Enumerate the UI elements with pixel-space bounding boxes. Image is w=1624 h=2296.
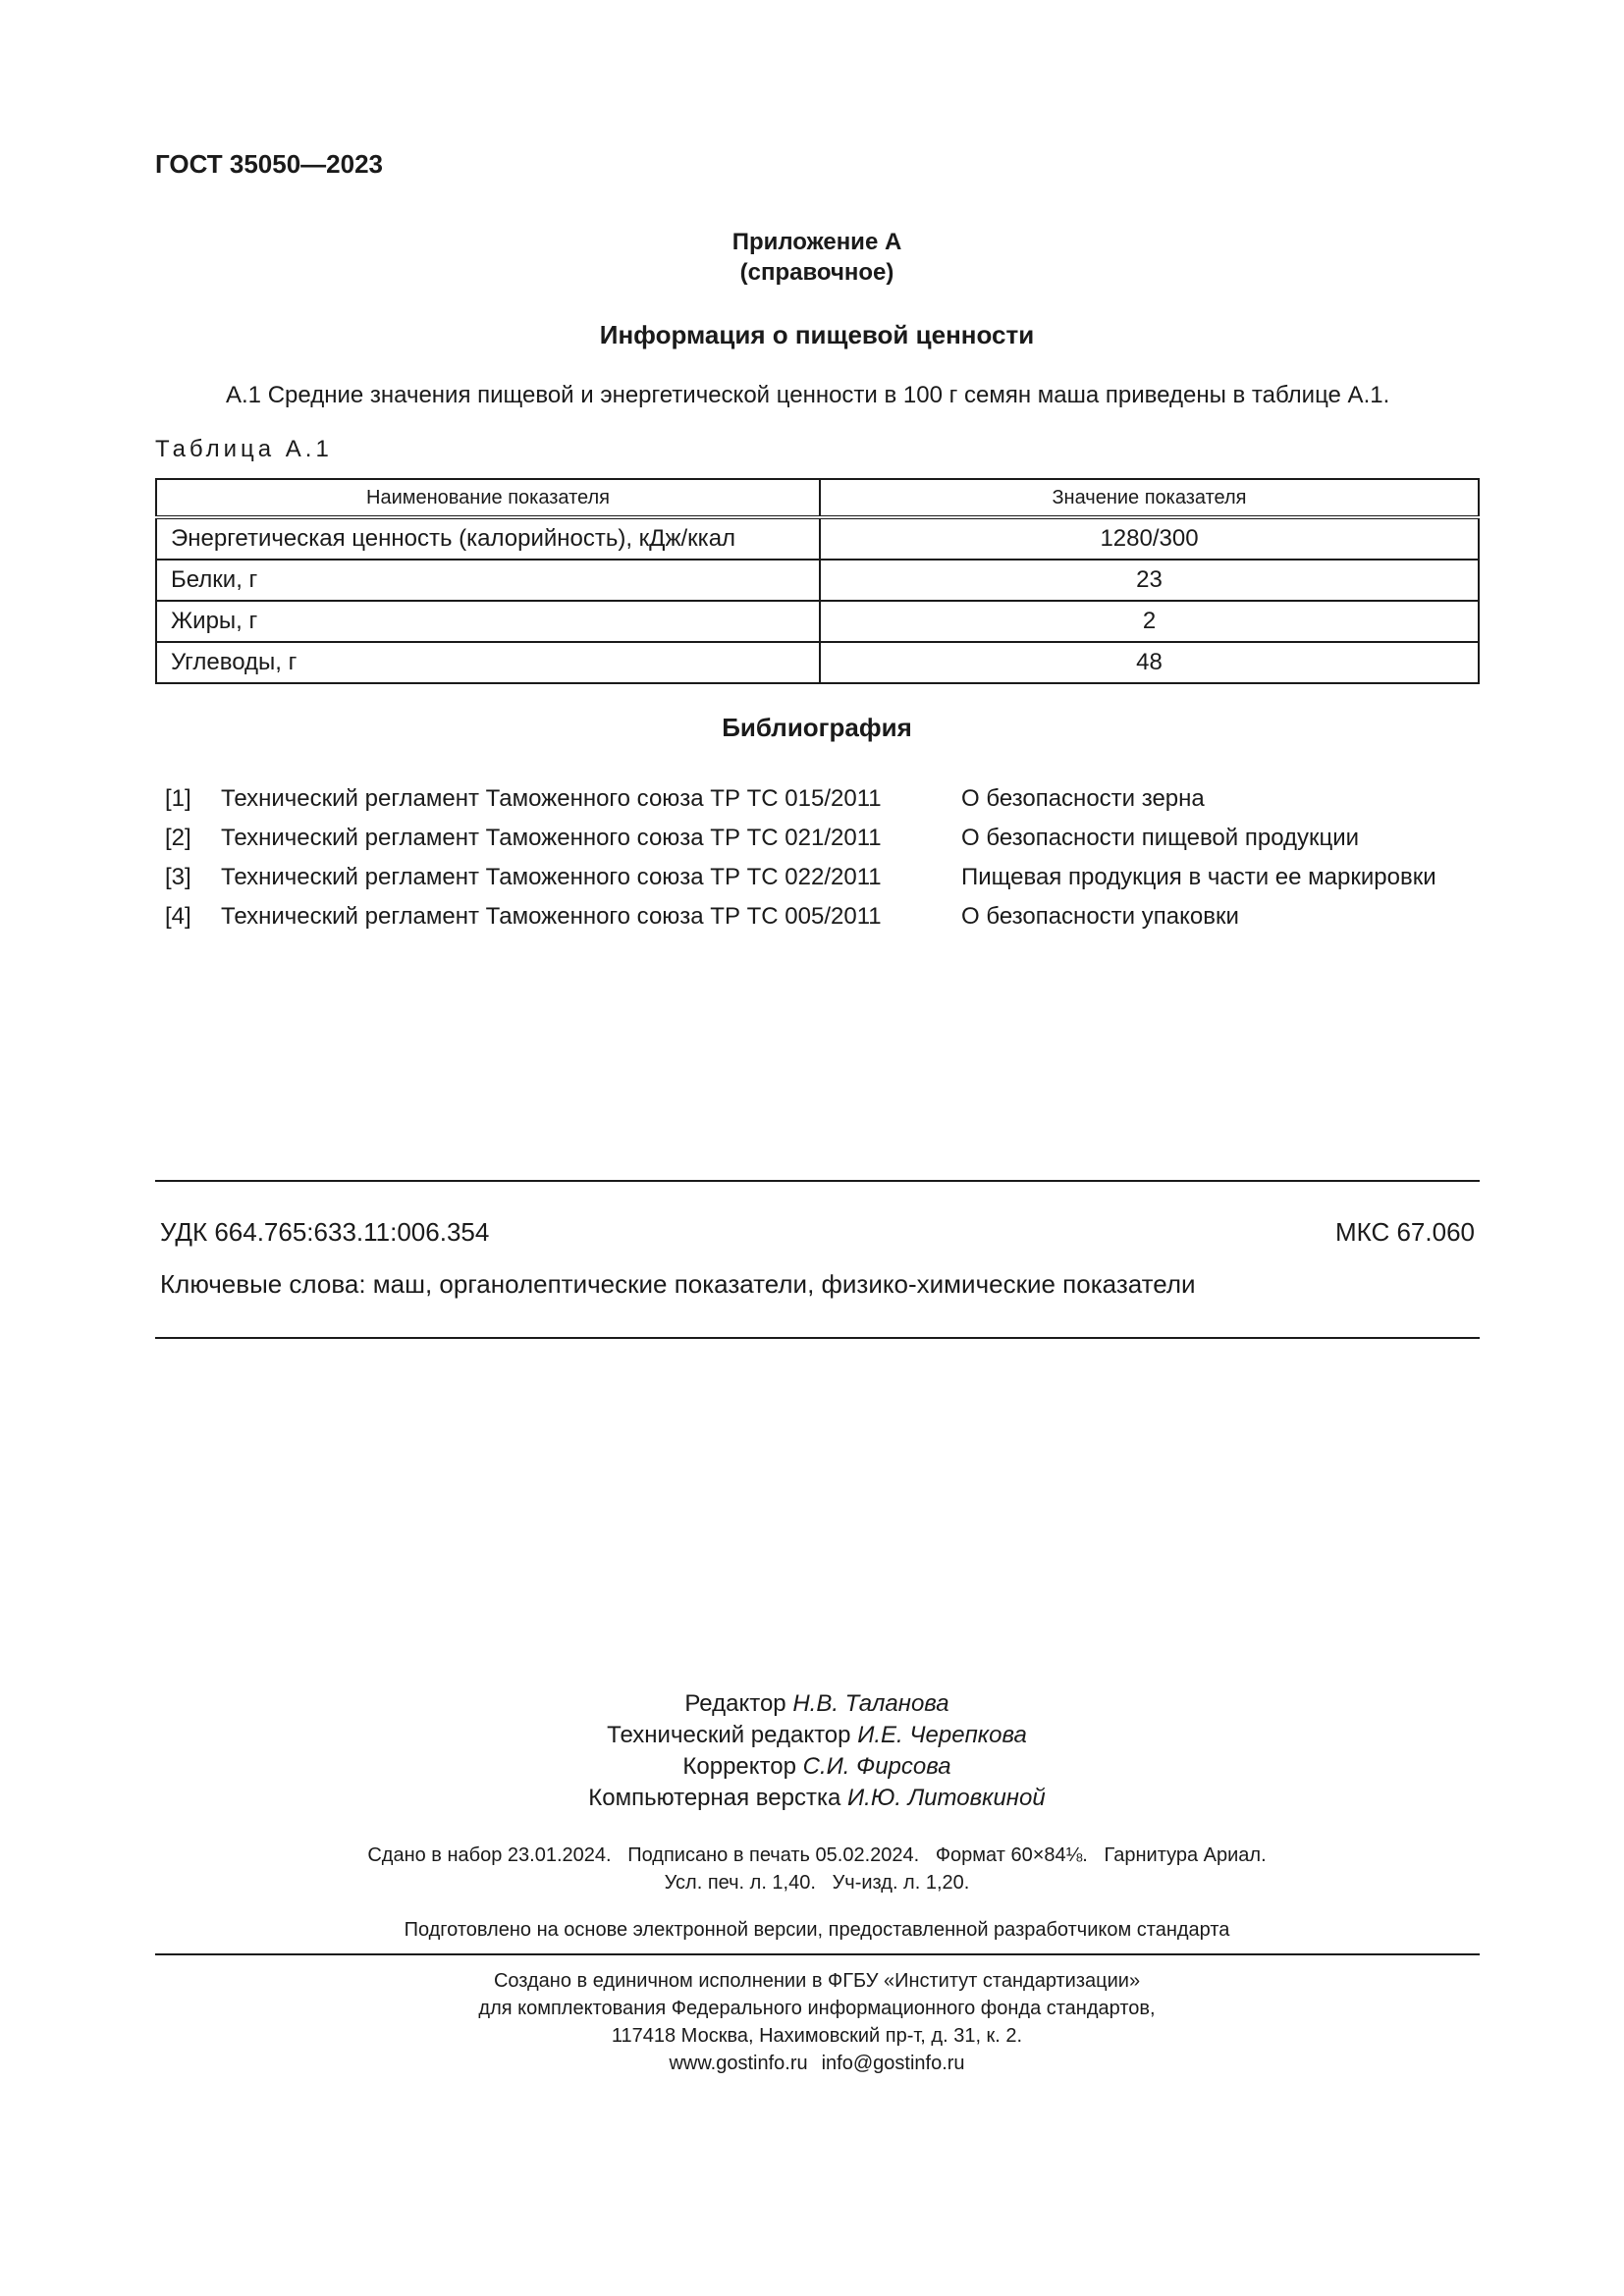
- website-link[interactable]: www.gostinfo.ru: [669, 2053, 808, 2074]
- udk-code: УДК 664.765:633.11:006.354: [160, 1217, 490, 1247]
- table-cell-indicator: Белки, г: [156, 560, 820, 601]
- table-cell-value: 1280/300: [820, 517, 1479, 560]
- publisher-line: Создано в единичном исполнении в ФГБУ «Институт стандартизации»: [493, 1970, 1141, 1992]
- table-caption: Таблица А.1: [155, 436, 333, 462]
- prepared-note: Подготовлено на основе электронной версии, предоставленной разработчиком стандарта: [404, 1919, 1230, 1941]
- bibliography-number: [2]: [165, 825, 191, 851]
- credit-line: [155, 1751, 1479, 1783]
- annex-subtitle: (справочное): [739, 259, 894, 286]
- divider-line: [155, 1180, 1480, 1182]
- keywords: Ключевые слова: маш, органолептические показатели, физико-химические показатели: [160, 1269, 1196, 1299]
- credit-role: Редактор: [684, 1690, 786, 1717]
- credit-line: [155, 1783, 1479, 1814]
- credit-line: [155, 1688, 1479, 1720]
- table-cell-value: 2: [820, 601, 1479, 642]
- mks-code: МКС 67.060: [1334, 1217, 1475, 1247]
- credit-name: С.И. Фирсова: [802, 1753, 951, 1780]
- bibliography-doc-title: О безопасности зерна: [961, 785, 1205, 812]
- table-header-row: [156, 479, 1479, 517]
- section-title: Информация о пищевой ценности: [599, 320, 1035, 349]
- table-cell-value: 23: [820, 560, 1479, 601]
- bibliography-doc-title: Пищевая продукция в части ее маркировки: [961, 864, 1436, 890]
- intro-paragraph: А.1 Средние значения пищевой и энергетической ценности в 100 г семян маша приведены в таблице А.1.: [226, 382, 1390, 408]
- annex-title: Приложение А: [731, 229, 902, 255]
- imprint-line: Сдано в набор 23.01.2024. Подписано в печать 05.02.2024. Формат 60×84⅛. Гарнитура Ариал.: [367, 1844, 1267, 1866]
- indicators-table: [155, 478, 1480, 684]
- bibliography-title: Библиография: [722, 713, 912, 742]
- credit-name: И.Ю. Литовкиной: [847, 1785, 1046, 1811]
- imprint-line: Усл. печ. л. 1,40. Уч-изд. л. 1,20.: [664, 1872, 970, 1894]
- bibliography-number: [3]: [165, 864, 191, 890]
- bibliography-doc-title: О безопасности пищевой продукции: [961, 825, 1360, 851]
- table-cell-value: 48: [820, 642, 1479, 683]
- table-row: [156, 601, 1479, 642]
- email-link[interactable]: info@gostinfo.ru: [821, 2053, 965, 2074]
- document-code: ГОСТ 35050—2023: [155, 149, 383, 179]
- table-header-cell: Наименование показателя: [156, 479, 820, 517]
- table-cell-indicator: Жиры, г: [156, 601, 820, 642]
- table-cell-indicator: Углеводы, г: [156, 642, 820, 683]
- credits-block: [155, 1688, 1479, 1814]
- divider-line: [155, 1337, 1480, 1339]
- bibliography-number: [1]: [165, 785, 191, 812]
- bibliography-document: Технический регламент Таможенного союза ТР ТС 005/2011: [221, 903, 882, 930]
- table-row: [156, 560, 1479, 601]
- bibliography-document: Технический регламент Таможенного союза ТР ТС 015/2011: [221, 785, 882, 812]
- table-header-cell: Значение показателя: [820, 479, 1479, 517]
- credit-role: Компьютерная верстка: [588, 1785, 841, 1811]
- bibliography-document: Технический регламент Таможенного союза ТР ТС 022/2011: [221, 864, 882, 890]
- credit-role: Корректор: [682, 1753, 796, 1780]
- credit-line: [155, 1720, 1479, 1751]
- credit-role: Технический редактор: [607, 1722, 851, 1748]
- publisher-line: для комплектования Федерального информационного фонда стандартов,: [478, 1998, 1156, 2019]
- bibliography-document: Технический регламент Таможенного союза ТР ТС 021/2011: [221, 825, 882, 851]
- credit-name: И.Е. Черепкова: [857, 1722, 1027, 1748]
- credit-name: Н.В. Таланова: [792, 1690, 949, 1717]
- bibliography-doc-title: О безопасности упаковки: [961, 903, 1239, 930]
- bibliography-number: [4]: [165, 903, 191, 930]
- publisher-address: 117418 Москва, Нахимовский пр-т, д. 31, к. 2.: [611, 2025, 1023, 2047]
- publisher-contacts: [155, 2050, 1479, 2077]
- table-row: [156, 642, 1479, 683]
- table-row: [156, 517, 1479, 560]
- table-cell-indicator: Энергетическая ценность (калорийность), кДж/ккал: [156, 517, 820, 560]
- divider-line: [155, 1953, 1480, 1955]
